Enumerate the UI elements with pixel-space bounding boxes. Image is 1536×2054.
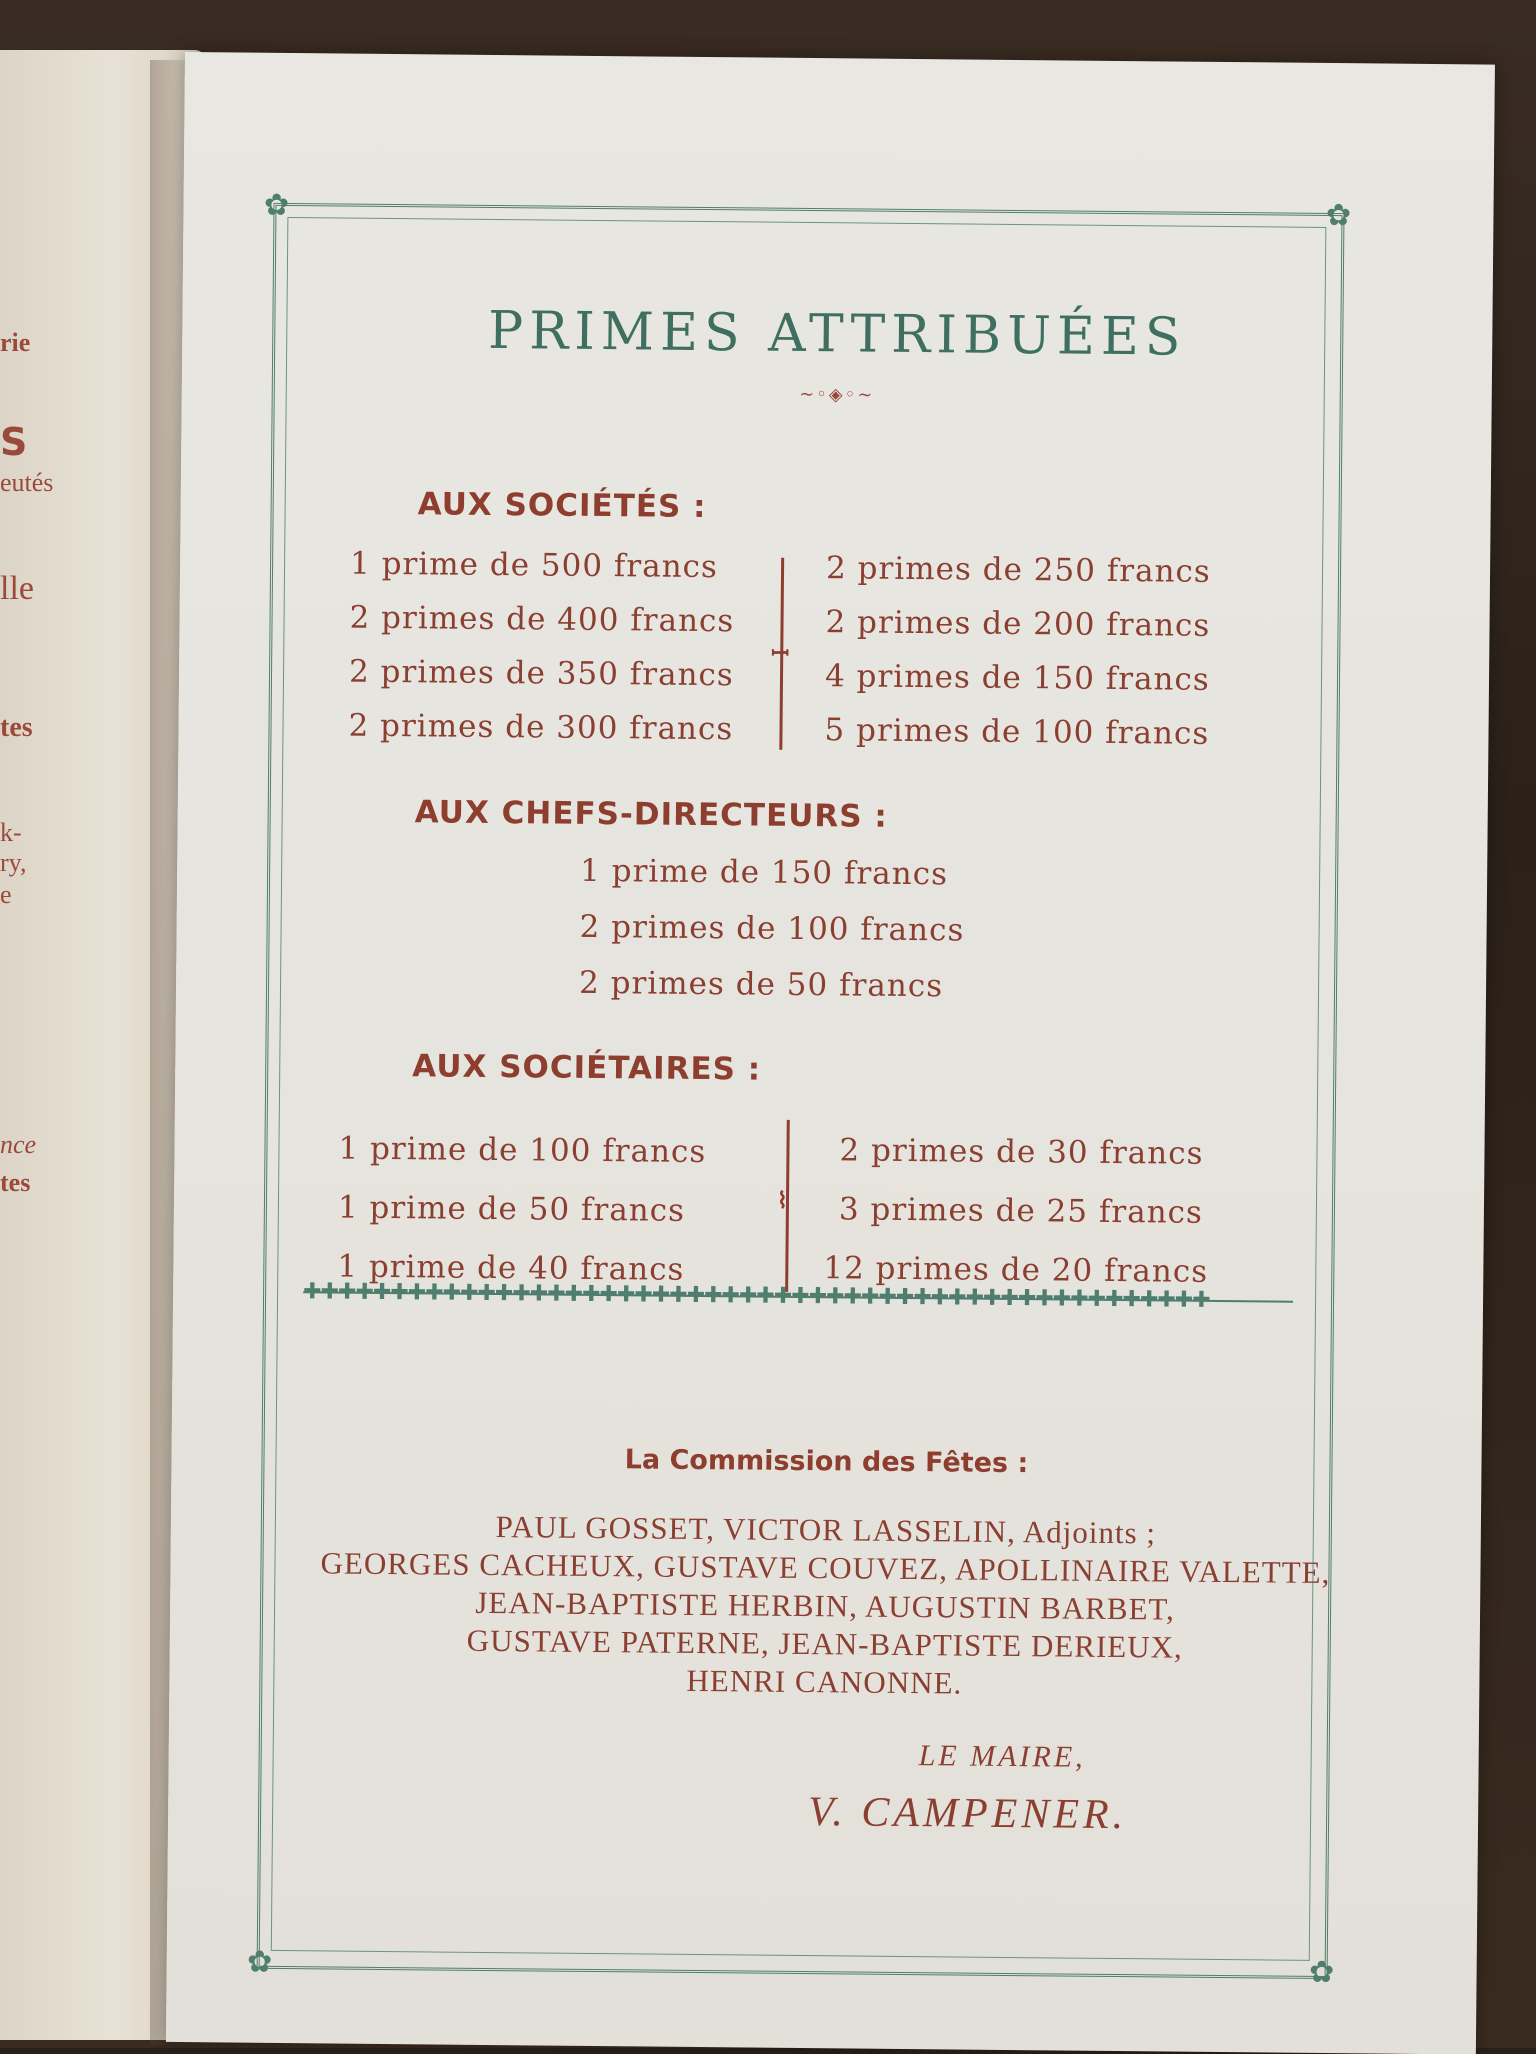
prize-line: 2 primes de 100 francs (579, 908, 965, 949)
prize-line: 2 primes de 250 francs (825, 550, 1211, 590)
section-heading-societaires: AUX SOCIÉTAIRES : (412, 1048, 762, 1088)
corner-flourish-icon: ✿ (246, 1944, 273, 1980)
left-page-fragment: nce (0, 1130, 37, 1159)
prize-line: 12 primes de 20 francs (823, 1250, 1209, 1290)
left-page-fragment: e (0, 880, 12, 909)
title-ornament-icon: ~◦◈◦~ (799, 383, 875, 406)
commission-member-line: JEAN-BAPTISTE HERBIN, AUGUSTIN BARBET, (475, 1584, 1176, 1627)
corner-flourish-icon: ✿ (263, 187, 290, 224)
prize-line: 5 primes de 100 francs (824, 712, 1210, 752)
prize-line: 1 prime de 100 francs (338, 1130, 707, 1171)
left-page-fragment: lle (0, 570, 34, 607)
prize-line: 2 primes de 50 francs (578, 964, 944, 1005)
left-page-fragment: tes (0, 1168, 31, 1197)
ornamental-rule: ✚✚✚✚✚✚✚✚✚✚✚✚✚✚✚✚✚✚✚✚✚✚✚✚✚✚✚✚✚✚✚✚✚✚✚✚✚✚✚✚✚✚✚✚✚✚✚✚✚✚✚✚ (303, 1279, 1293, 1315)
prize-line: 2 primes de 350 francs (348, 653, 734, 694)
page-title: PRIMES ATTRIBUÉES (487, 300, 1187, 368)
left-page-fragment: k- (0, 818, 22, 847)
commission-member-line: GEORGES CACHEUX, GUSTAVE COUVEZ, APOLLINAIRE VALETTE, (320, 1545, 1331, 1591)
prize-line: 1 prime de 40 francs (337, 1248, 685, 1288)
prize-line: 4 primes de 150 francs (824, 658, 1210, 698)
left-page-fragment: rie (0, 328, 31, 357)
divider-ornament-icon: ⌇ (776, 1187, 788, 1214)
left-page-fragment: eutés (0, 468, 54, 497)
section-heading-chefs: AUX CHEFS-DIRECTEURS : (414, 794, 888, 835)
prize-line: 2 primes de 30 francs (839, 1132, 1204, 1172)
mayor-signature: V. CAMPENER. (807, 1789, 1128, 1839)
right-page (166, 52, 1495, 2054)
commission-member-line: GUSTAVE PATERNE, JEAN-BAPTISTE DERIEUX, (466, 1622, 1183, 1665)
prize-line: 2 primes de 200 francs (825, 604, 1211, 644)
left-page-fragment: tes (0, 712, 33, 743)
prize-line: 1 prime de 500 francs (349, 545, 719, 586)
prize-line: 2 primes de 300 francs (348, 707, 734, 748)
commission-title: La Commission des Fêtes : (624, 1444, 1029, 1480)
prize-line: 3 primes de 25 francs (838, 1191, 1204, 1231)
corner-flourish-icon: ✿ (1308, 1954, 1335, 1991)
corner-flourish-icon: ✿ (1325, 197, 1352, 234)
left-page-fragment: ry, (0, 848, 27, 877)
prize-line: 1 prime de 150 francs (579, 852, 949, 893)
section-heading-societes: AUX SOCIÉTÉS : (417, 486, 707, 526)
commission-member-line: PAUL GOSSET, VICTOR LASSELIN, Adjoints ; (495, 1509, 1157, 1551)
divider-ornament-icon: ꟷ (771, 640, 790, 667)
left-page-fragment: S (0, 420, 28, 464)
mayor-label: LE MAIRE, (918, 1739, 1086, 1774)
commission-member-line: HENRI CANONNE. (686, 1662, 963, 1701)
prize-line: 2 primes de 400 francs (349, 599, 735, 640)
prize-line: 1 prime de 50 francs (337, 1189, 686, 1229)
